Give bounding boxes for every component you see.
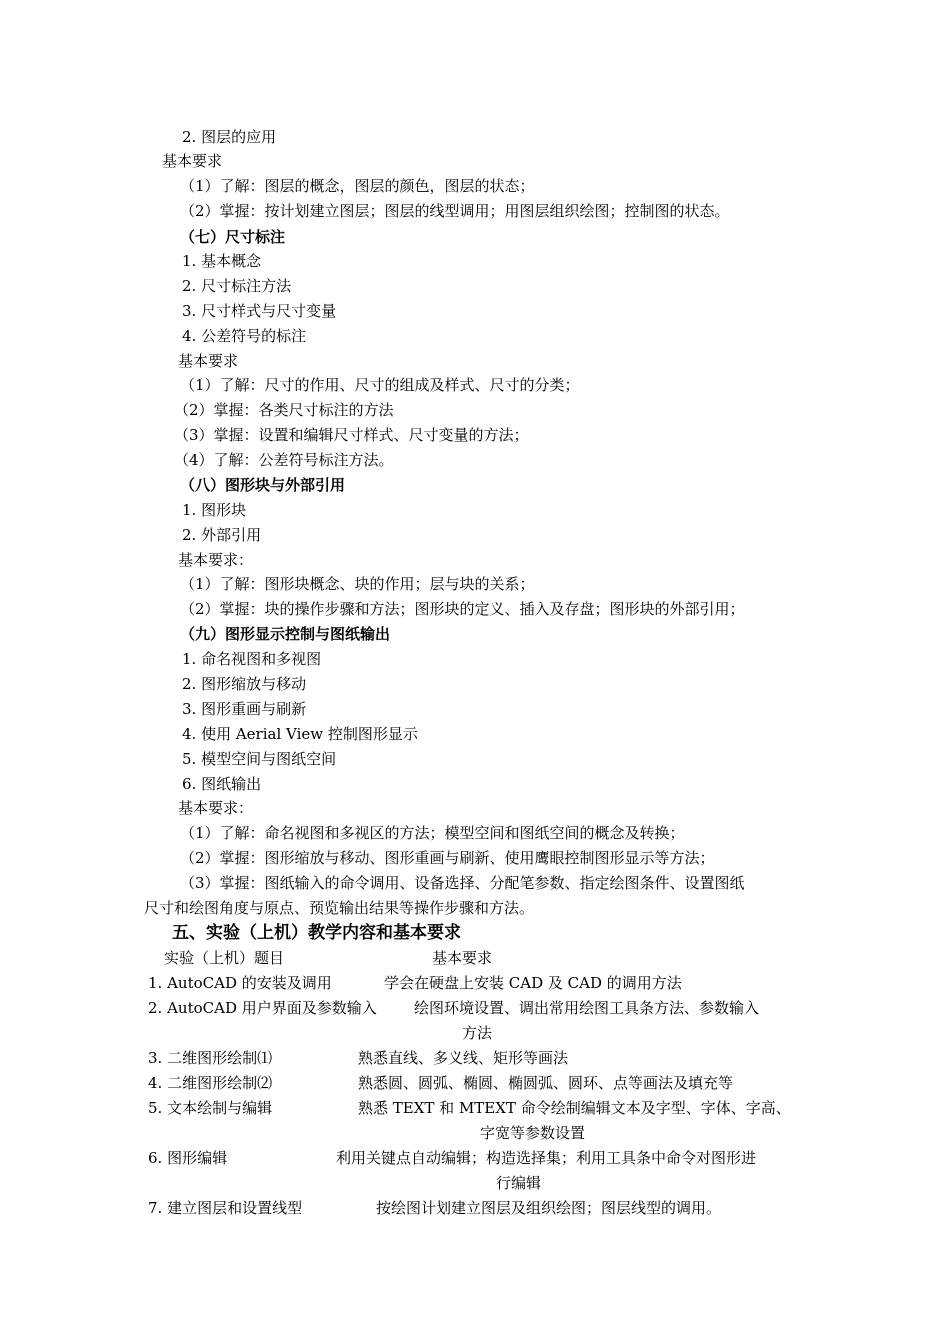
dim-req-4: （4）了解：公差符号标注方法。	[174, 451, 394, 469]
layers-req-title: 基本要求	[162, 152, 223, 170]
layers-req-2: （2）掌握：按计划建立图层；图层的线型调用；用图层组织绘图；控制图的状态。	[180, 202, 730, 220]
dim-req-1: （1）了解：尺寸的作用、尺寸的组成及样式、尺寸的分类；	[180, 376, 580, 394]
dim-req-2: （2）掌握：各类尺寸标注的方法	[174, 401, 394, 419]
view-item-5: 5. 模型空间与图纸空间	[182, 750, 337, 768]
lab-req-cont: 行编辑	[496, 1174, 542, 1192]
block-req-1: （1）了解：图形块概念、块的作用；层与块的关系；	[180, 575, 535, 593]
lab-req: 利用关键点自动编辑；构造选择集；利用工具条中命令对图形进	[336, 1149, 757, 1167]
lab-subject: 4. 二维图形绘制⑵	[148, 1074, 273, 1092]
lab-subject: 1. AutoCAD 的安装及调用	[148, 974, 332, 992]
lab-subject: 5. 文本绘制与编辑	[148, 1099, 273, 1117]
dim-req-3: （3）掌握：设置和编辑尺寸样式、尺寸变量的方法；	[174, 426, 529, 444]
view-req-3b: 尺寸和绘图角度与原点、预览输出结果等操作步骤和方法。	[144, 899, 535, 917]
block-item-2: 2. 外部引用	[182, 526, 262, 544]
view-section-title: （九）图形显示控制与图纸输出	[180, 625, 391, 643]
lab-subject: 7. 建立图层和设置线型	[148, 1199, 303, 1217]
lab-req: 绘图环境设置、调出常用绘图工具条方法、参数输入	[414, 999, 760, 1017]
layers-req-1: （1）了解：图层的概念，图层的颜色，图层的状态；	[180, 177, 535, 195]
view-req-3a: （3）掌握：图纸输入的命令调用、设备选择、分配笔参数、指定绘图条件、设置图纸	[180, 874, 745, 892]
view-req-title: 基本要求：	[178, 799, 254, 817]
lab-col-req: 基本要求	[432, 949, 493, 967]
lab-req: 熟悉圆、圆弧、椭圆、椭圆弧、圆环、点等画法及填充等	[358, 1074, 734, 1092]
dim-item-3: 3. 尺寸样式与尺寸变量	[182, 302, 337, 320]
view-item-3: 3. 图形重画与刷新	[182, 700, 307, 718]
lab-subject: 2. AutoCAD 用户界面及参数输入	[148, 999, 377, 1017]
lab-col-subject: 实验（上机）题目	[164, 949, 285, 967]
view-req-1: （1）了解：命名视图和多视区的方法；模型空间和图纸空间的概念及转换；	[180, 824, 685, 842]
lab-req: 熟悉直线、多义线、矩形等画法	[358, 1049, 569, 1067]
dim-item-2: 2. 尺寸标注方法	[182, 277, 292, 295]
dim-item-1: 1. 基本概念	[182, 252, 262, 270]
lab-req: 熟悉 TEXT 和 MTEXT 命令绘制编辑文本及字型、字体、字高、	[358, 1099, 791, 1117]
view-item-6: 6. 图纸输出	[182, 775, 262, 793]
block-req-2: （2）掌握：块的操作步骤和方法；图形块的定义、插入及存盘；图形块的外部引用；	[180, 600, 745, 618]
lab-req-cont: 字宽等参数设置	[480, 1124, 586, 1142]
view-req-2: （2）掌握：图形缩放与移动、图形重画与刷新、使用鹰眼控制图形显示等方法；	[180, 849, 715, 867]
lab-section-title: 五、实验（上机）教学内容和基本要求	[172, 923, 461, 943]
lab-req-cont: 方法	[462, 1024, 493, 1042]
view-item-1: 1. 命名视图和多视图	[182, 650, 322, 668]
lab-req: 学会在硬盘上安装 CAD 及 CAD 的调用方法	[384, 974, 682, 992]
dim-item-4: 4. 公差符号的标注	[182, 327, 307, 345]
block-req-title: 基本要求：	[178, 551, 254, 569]
layers-item-2: 2. 图层的应用	[182, 128, 277, 146]
block-section-title: （八）图形块与外部引用	[180, 476, 346, 494]
block-item-1: 1. 图形块	[182, 501, 247, 519]
lab-subject: 6. 图形编辑	[148, 1149, 228, 1167]
dim-req-title: 基本要求	[178, 352, 239, 370]
lab-subject: 3. 二维图形绘制⑴	[148, 1049, 273, 1067]
dim-section-title: （七）尺寸标注	[180, 228, 286, 246]
view-item-4: 4. 使用 Aerial View 控制图形显示	[182, 725, 418, 743]
lab-req: 按绘图计划建立图层及组织绘图；图层线型的调用。	[376, 1199, 722, 1217]
view-item-2: 2. 图形缩放与移动	[182, 675, 307, 693]
